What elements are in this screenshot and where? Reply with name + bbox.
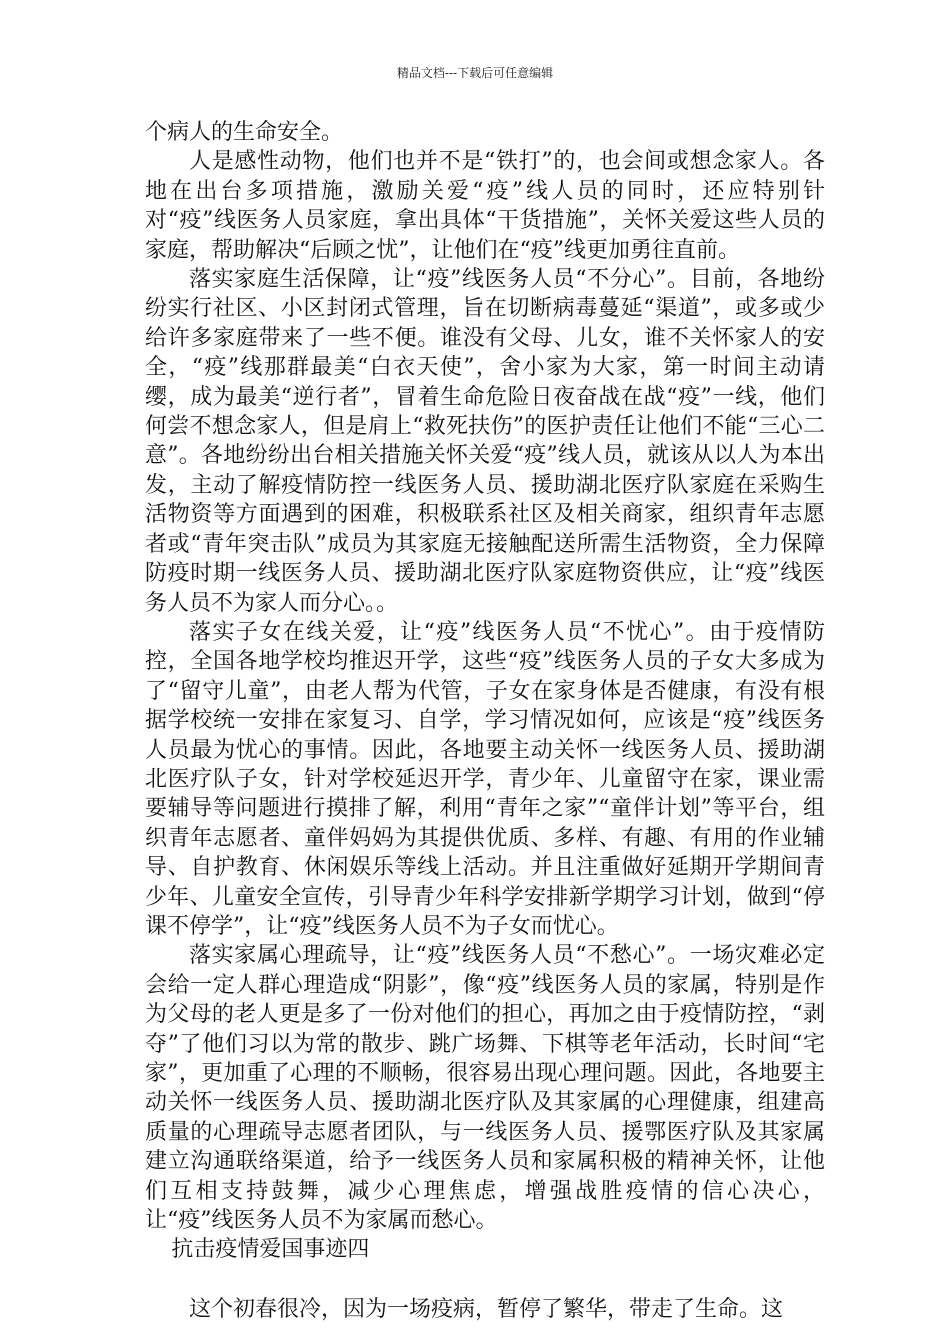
paragraph-children-care: 落实子女在线关爱，让“疫”线医务人员“不忧心”。由于疫情防控，全国各地学校均推迟开学，这些“疫”线医务人员的子女大多成为了“留守儿童”，由老人帮为代管，子女在家身体是否健康，有没有根据学校统一安排在家复习、自学，学习情况如何，应该是“疫”线医务人员最为忧心的事情。因此，各地要主动关怀一线医务人员、援助湖北医疗队子女，针对学校延迟开学，青少年、儿童留守在家，课业需要辅导等问题进行摸排了解，利用“青年之家”“童伴计划”等平台，组织青年志愿者、童伴妈妈为其提供优质、多样、有趣、有用的作业辅导、自护教育、休闲娱乐等线上活动。并且注重做好延期开学期间青少年、儿童安全宣传，引导青少年科学安排新学期学习计划，做到“停课不停学”，让“疫”线医务人员不为子女而忧心。 bbox=[145, 619, 825, 939]
document-body bbox=[145, 118, 825, 1324]
paragraph-family-support: 落实家庭生活保障，让“疫”线医务人员“不分心”。目前，各地纷纷实行社区、小区封闭式管理，旨在切断病毒蔓延“渠道”，或多或少给许多家庭带来了一些不便。谁没有父母、儿女，谁不关怀家人的安全，“疫”线那群最美“白衣天使”，舍小家为大家，第一时间主动请缨，成为最美“逆行者”，冒着生命危险日夜奋战在战“疫”一线，他们何尝不想念家人，但是肩上“救死扶伤”的医护责任让他们不能“三心二意”。各地纷纷出台相关措施关怀关爱“疫”线人员，就该从以人为本出发，主动了解疫情防控一线医务人员、援助湖北医疗队家庭在采购生活物资等方面遇到的困难，积极联系社区及相关商家，组织青年志愿者或“青年突击队”成员为其家庭无接触配送所需生活物资，全力保障防疫时期一线医务人员、援助湖北医疗队家庭物资供应，让“疫”线医务人员不为家人而分心。。 bbox=[145, 267, 825, 616]
paragraph-continuation: 个病人的生命安全。 bbox=[145, 120, 344, 145]
paragraph-emotion: 人是感性动物，他们也并不是“铁打”的，也会间或想念家人。各地在出台多项措施，激励关爱“疫”线人员的同时，还应特别针对“疫”线医务人员家庭，拿出具体“干货措施”，关怀关爱这些人员的家庭，帮助解决“后顾之忧”，让他们在“疫”线更加勇往直前。 bbox=[145, 149, 825, 263]
page-header: 精品文档---下载后可任意编辑 bbox=[396, 66, 554, 80]
paragraph-story-start: 这个初春很冷，因为一场疫病，暂停了繁华，带走了生命。这 bbox=[189, 1296, 784, 1322]
section-heading: 抗击疫情爱国事迹四 bbox=[171, 1237, 370, 1263]
paragraph-psych-support: 落实家属心理疏导，让“疫”线医务人员“不愁心”。一场灾难必定会给一定人群心理造成“阴影”，像“疫”线医务人员的家属，特别是作为父母的老人更是多了一份对他们的担心，再加之由于疫情防控，“剥夺”了他们习以为常的散步、跳广场舞、下棋等老年活动，长时间“宅家”，更加重了心理的不顺畅，很容易出现心理问题。因此，各地要主动关怀一线医务人员、援助湖北医疗队及其家属的心理健康，组建高质量的心理疏导志愿者团队，与一线医务人员、援鄂医疗队及其家属建立沟通联络渠道，给予一线医务人员和家属积极的精神关怀，让他们互相支持鼓舞，减少心理焦虑，增强战胜疫情的信心决心，让“疫”线医务人员不为家属而愁心。 bbox=[145, 943, 825, 1234]
